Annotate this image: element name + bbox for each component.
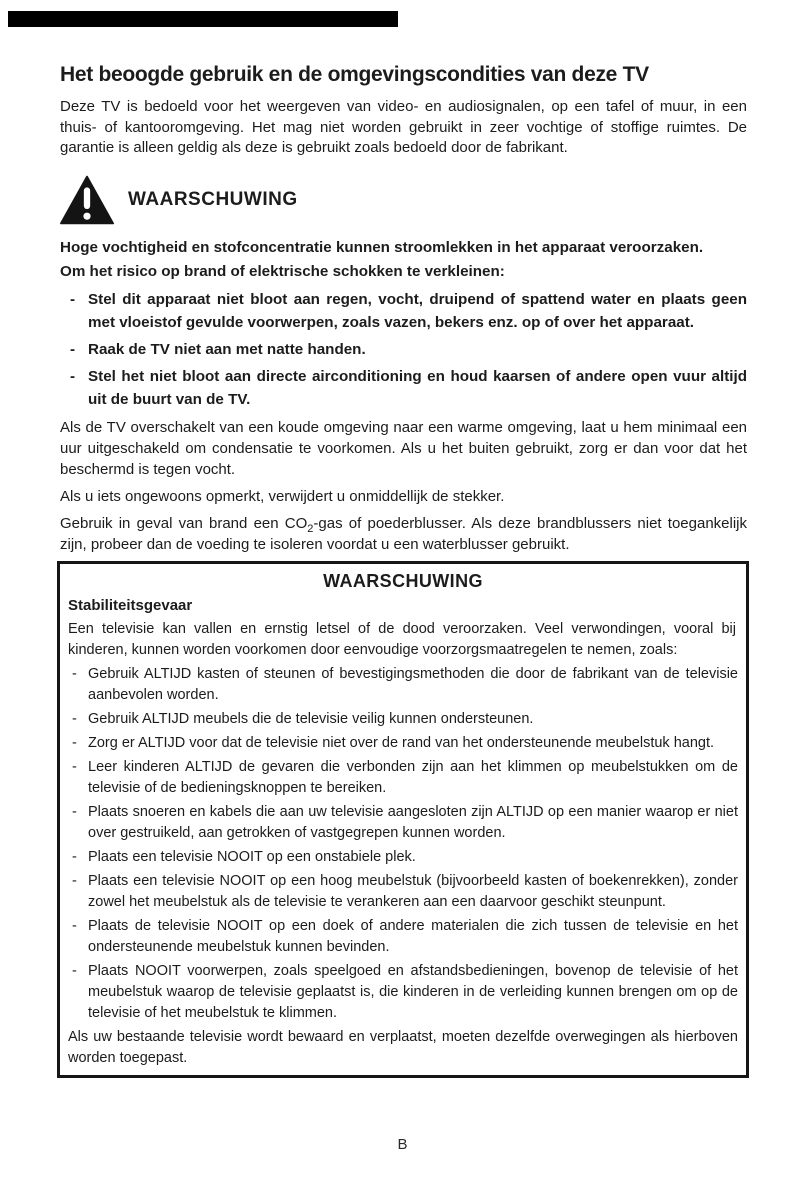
stability-bullet-list [68, 664, 738, 1024]
warning-heading: WAARSCHUWING [128, 188, 298, 210]
bullet-text: Stel dit apparaat niet bloot aan regen, vocht, druipend of spattend water en plaats geen met vloeistof gevulde voorwerpen, zoals vazen, bekers enz. op of over het apparaat. [88, 290, 747, 331]
page-content [60, 62, 747, 555]
list-item [68, 757, 738, 799]
fire-text-post: -gas of poederblusser. Als deze brandblussers niet toegankelijk zijn, probeer dan de voeding te isoleren voordat u een waterblusser gebruikt. [60, 514, 747, 553]
bullet-dash: - [70, 290, 76, 308]
list-item [68, 802, 738, 844]
paragraph-unplug: Als u iets ongewoons opmerkt, verwijdert u onmiddellijk de stekker. [60, 487, 505, 505]
list-item [60, 365, 747, 411]
list-item [60, 338, 747, 361]
bullet-text: Plaats een televisie NOOIT op een hoog meubelstuk (bijvoorbeeld kasten of boekenrekken), zonder zowel het meubelstuk als de televisie te verankeren aan een daarvoor geschikt steunpunt. [88, 873, 738, 910]
list-item [68, 916, 738, 958]
bullet-text: Plaats snoeren en kabels die aan uw televisie aangesloten zijn ALTIJD op een manier waarop er niet over gestruikeld, aan getrokken of vastgegrepen kunnen worden. [88, 804, 738, 841]
list-item [68, 664, 738, 706]
warning-bullet-list [60, 288, 747, 411]
bullet-dash: - [72, 918, 77, 934]
page-title: Het beoogde gebruik en de omgevingscondities van deze TV [60, 63, 649, 86]
bullet-text: Gebruik ALTIJD kasten of steunen of bevestigingsmethoden die door de fabrikant van de televisie aanbevolen worden. [88, 666, 738, 703]
bullet-dash: - [72, 735, 77, 751]
bullet-text: Plaats een televisie NOOIT op een onstabiele plek. [88, 849, 416, 865]
paragraph-condensation: Als de TV overschakelt van een koude omgeving naar een warme omgeving, laat u hem minimaal een uur uitgeschakeld om condensatie te voorkomen. Als u het buiten gebruikt, zorg er dan voor dat het beschermd is tegen vocht. [60, 418, 747, 478]
intro-paragraph: Deze TV is bedoeld voor het weergeven van video- en audiosignalen, op een tafel of muur, in een thuis- of kantooromgeving. Het mag niet worden gebruikt in zeer vochtige of stoffige ruimtes. De garantie is alleen geldig als deze is gebruikt zoals bedoeld door de fabrikant. [60, 98, 747, 156]
box-heading: WAARSCHUWING [323, 571, 483, 591]
bullet-dash: - [72, 804, 77, 820]
list-item [68, 871, 738, 913]
scan-artifact-bar [8, 11, 398, 27]
co2-subscript: 2 [307, 522, 314, 535]
box-intro-paragraph: Een televisie kan vallen en ernstig letsel of de dood veroorzaken. Veel verwondingen, vooral bij kinderen, kunnen worden voorkomen door eenvoudige voorzorgsmaatregelen te nemen, zoals: [68, 621, 736, 658]
bullet-text: Gebruik ALTIJD meubels die de televisie veilig kunnen ondersteunen. [88, 711, 534, 727]
bullet-dash: - [72, 963, 77, 979]
warning-lead-line-2: Om het risico op brand of elektrische schokken te verkleinen: [60, 262, 505, 280]
warning-header [60, 175, 747, 225]
bullet-dash: - [72, 711, 77, 727]
bullet-text: Raak de TV niet aan met natte handen. [88, 340, 366, 358]
bullet-dash: - [70, 340, 76, 358]
bullet-dash: - [72, 873, 77, 889]
bullet-dash: - [70, 367, 76, 385]
stability-subheading: Stabiliteitsgevaar [68, 597, 193, 614]
warning-lead [60, 236, 747, 284]
list-item [68, 847, 738, 868]
list-item [60, 288, 747, 334]
bullet-dash: - [72, 849, 77, 865]
bullet-text: Plaats NOOIT voorwerpen, zoals speelgoed en afstandsbedieningen, bovenop de televisie of het meubelstuk waarop de televisie geplaatst is, die kinderen in de verleiding kunnen brengen om op de televisie of het meubelstuk te klimmen. [88, 963, 738, 1021]
bullet-dash: - [72, 666, 77, 682]
box-outro-paragraph: Als uw bestaande televisie wordt bewaard en verplaatst, moeten dezelfde overwegingen als hierboven worden toegepast. [68, 1029, 738, 1066]
fire-text-pre: Gebruik in geval van brand een CO [60, 514, 308, 532]
bullet-text: Plaats de televisie NOOIT op een doek of andere materialen die zich tussen de televisie en het ondersteunende meubelstuk kunnen bevinden. [88, 918, 738, 955]
list-item [68, 709, 738, 730]
bullet-dash: - [72, 759, 77, 775]
list-item [68, 733, 738, 754]
list-item [68, 961, 738, 1024]
bullet-text: Stel het niet bloot aan directe airconditioning en houd kaarsen of andere open vuur altijd uit de buurt van de TV. [88, 367, 747, 408]
bullet-text: Leer kinderen ALTIJD de gevaren die verbonden zijn aan het klimmen op meubelstukken om de televisie of de bedieningsknoppen te bereiken. [88, 759, 738, 796]
stability-warning-box [57, 561, 749, 1078]
bullet-text: Zorg er ALTIJD voor dat de televisie niet over de rand van het ondersteunende meubelstuk hangt. [88, 735, 715, 751]
warning-triangle-icon [60, 175, 114, 225]
warning-lead-line-1: Hoge vochtigheid en stofconcentratie kunnen stroomlekken in het apparaat veroorzaken. [60, 238, 704, 256]
paragraph-fire-extinguisher [60, 513, 747, 555]
page-number: B [397, 1136, 408, 1153]
